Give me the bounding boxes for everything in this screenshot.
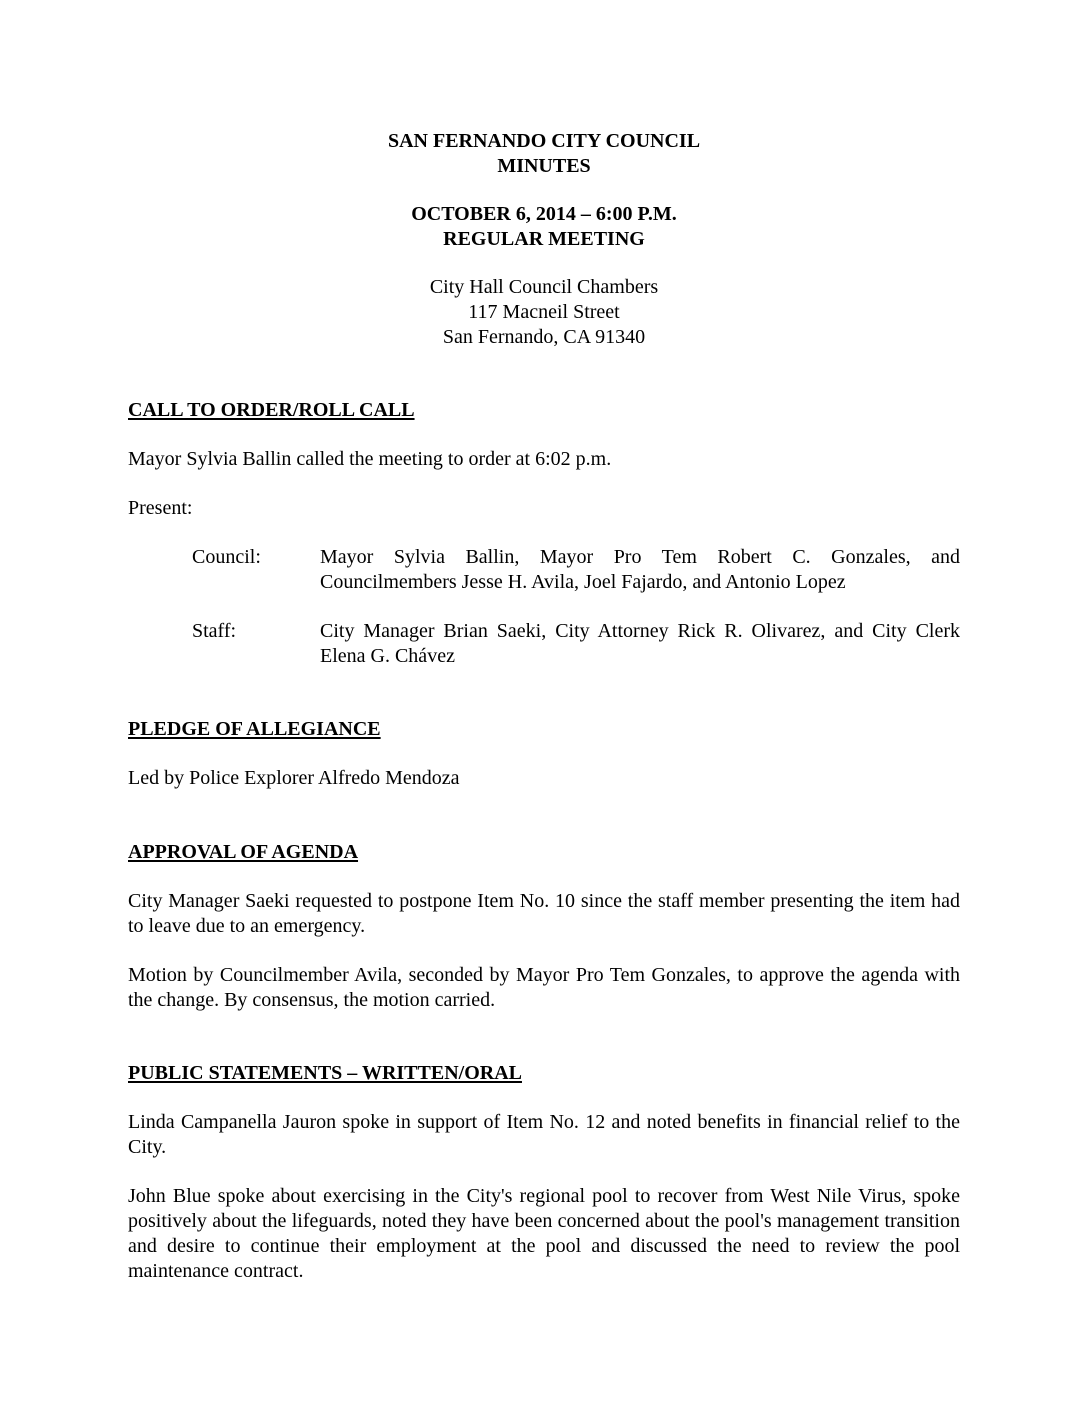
agenda-paragraph-1: City Manager Saeki requested to postpone Item No. 10 since the staff member presenting the item had to leave due to an emergency. (128, 890, 960, 937)
staff-members: City Manager Brian Saeki, City Attorney Rick R. Olivarez, and City Clerk Elena G. Chávez (320, 620, 960, 667)
agenda-heading: APPROVAL OF AGENDA (128, 841, 359, 863)
meeting-type: REGULAR MEETING (443, 228, 645, 250)
council-row (192, 545, 960, 595)
call-to-order-text: Mayor Sylvia Ballin called the meeting to order at 6:02 p.m. (128, 448, 612, 470)
title-line-2: MINUTES (497, 155, 591, 177)
location-line-1: City Hall Council Chambers (429, 276, 659, 298)
public-statements-paragraph-2: John Blue spoke about exercising in the City's regional pool to recover from West Nile Virus, spoke positively about the lifeguards, noted they have been concerned about the pool's management transition and desire to continue their employment at the pool and discussed the need to review the pool maintenance contract. (128, 1185, 960, 1282)
agenda-paragraph-2: Motion by Councilmember Avila, seconded by Mayor Pro Tem Gonzales, to approve the agenda with the change. By consensus, the motion carried. (128, 964, 960, 1011)
pledge-text: Led by Police Explorer Alfredo Mendoza (128, 767, 460, 789)
public-statements-heading: PUBLIC STATEMENTS – WRITTEN/ORAL (128, 1062, 522, 1084)
public-statements-paragraph-1: Linda Campanella Jauron spoke in support of Item No. 12 and noted benefits in financial relief to the City. (128, 1111, 960, 1158)
council-label: Council: (192, 546, 261, 568)
call-to-order-heading: CALL TO ORDER/ROLL CALL (128, 399, 415, 421)
title-line-1: SAN FERNANDO CITY COUNCIL (387, 130, 701, 152)
meeting-date-time: OCTOBER 6, 2014 – 6:00 P.M. (411, 203, 677, 225)
location-line-3: San Fernando, CA 91340 (442, 326, 646, 348)
pledge-heading: PLEDGE OF ALLEGIANCE (128, 718, 381, 740)
meeting-location (0, 275, 1088, 350)
location-line-2: 117 Macneil Street (468, 301, 620, 323)
council-members: Mayor Sylvia Ballin, Mayor Pro Tem Robert C. Gonzales, and Councilmembers Jesse H. Avila, Joel Fajardo, and Antonio Lopez (320, 546, 960, 593)
present-label: Present: (128, 497, 193, 519)
document-title (0, 129, 1088, 179)
staff-row (192, 619, 960, 669)
meeting-info (0, 202, 1088, 252)
staff-label: Staff: (192, 620, 237, 642)
